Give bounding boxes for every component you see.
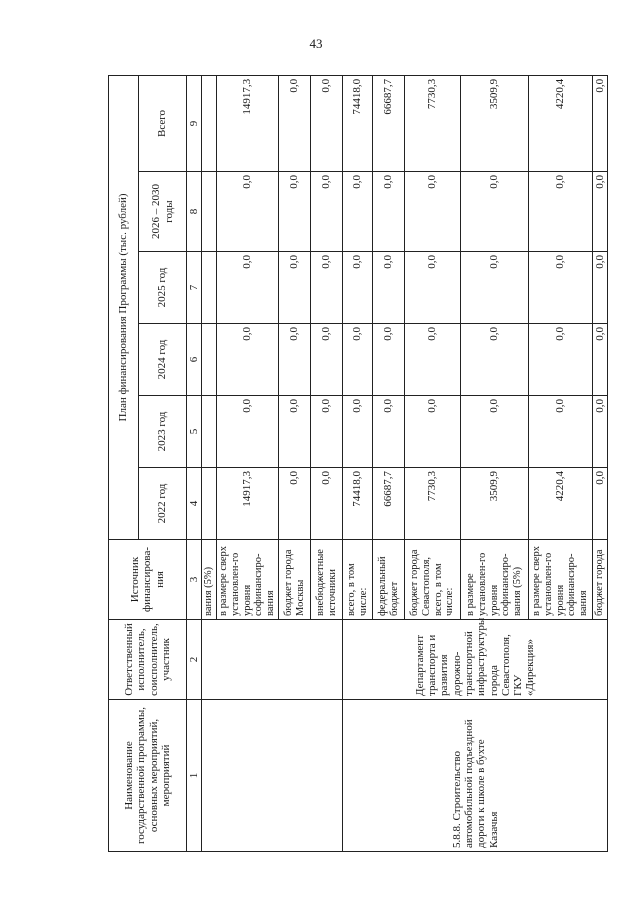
value-cell: 66687,7 <box>373 75 405 171</box>
source-label: бюджет города <box>593 540 608 620</box>
value-cell <box>202 75 217 171</box>
source-label: в размере установлен-го уровня софинансиро-вания (5%) <box>461 540 529 620</box>
value-cell: 0,0 <box>593 468 608 540</box>
value-cell: 0,0 <box>343 252 373 324</box>
value-cell: 0,0 <box>461 252 529 324</box>
value-cell: 0,0 <box>217 252 279 324</box>
value-cell: 0,0 <box>311 396 343 468</box>
activity-name: 5.8.8. Строительство автомобильной подъездной дороги к школе в бухте Казачья <box>343 700 608 852</box>
source-label: в размере сверх установлен-го уровня софинансиро-вания <box>217 540 279 620</box>
table-row <box>202 75 217 851</box>
value-cell: 0,0 <box>461 396 529 468</box>
value-cell: 0,0 <box>405 396 461 468</box>
column-number-3: 3 <box>187 540 202 620</box>
column-number-5: 5 <box>187 396 202 468</box>
value-cell: 0,0 <box>593 252 608 324</box>
value-cell: 0,0 <box>593 75 608 171</box>
page-number: 43 <box>309 36 323 51</box>
value-cell: 0,0 <box>593 396 608 468</box>
value-cell <box>202 324 217 396</box>
value-cell: 0,0 <box>343 396 373 468</box>
value-cell <box>202 252 217 324</box>
value-cell: 0,0 <box>279 252 311 324</box>
column-number-6: 6 <box>187 324 202 396</box>
value-cell: 0,0 <box>593 172 608 252</box>
value-cell: 0,0 <box>405 172 461 252</box>
column-number-9: 9 <box>187 75 202 171</box>
value-cell: 14917,3 <box>217 468 279 540</box>
value-cell: 74418,0 <box>343 75 373 171</box>
column-number-4: 4 <box>187 468 202 540</box>
value-cell: 74418,0 <box>343 468 373 540</box>
header-y2026-2030: 2026 – 2030 годы <box>139 172 187 252</box>
value-cell: 0,0 <box>343 172 373 252</box>
header-y2025: 2025 год <box>139 252 187 324</box>
value-cell: 0,0 <box>373 396 405 468</box>
value-cell: 0,0 <box>405 324 461 396</box>
value-cell: 66687,7 <box>373 468 405 540</box>
table-row <box>343 75 373 851</box>
header-total: Всего <box>139 75 187 171</box>
value-cell: 7730,3 <box>405 468 461 540</box>
header-y2023: 2023 год <box>139 396 187 468</box>
executor-cell-prev <box>202 620 343 700</box>
value-cell: 4220,4 <box>529 75 593 171</box>
value-cell: 0,0 <box>279 468 311 540</box>
activity-name-cell-prev <box>202 700 343 852</box>
value-cell: 0,0 <box>217 324 279 396</box>
value-cell: 0,0 <box>217 172 279 252</box>
financing-table <box>108 75 608 852</box>
value-cell: 0,0 <box>311 75 343 171</box>
value-cell: 0,0 <box>279 75 311 171</box>
value-cell: 14917,3 <box>217 75 279 171</box>
source-label: вания (5%) <box>202 540 217 620</box>
header-y2024: 2024 год <box>139 324 187 396</box>
value-cell: 0,0 <box>279 396 311 468</box>
executor-name: Департамент транспорта и развития дорожно-транспортной инфраструктуры города Севастополя, ГКУ «Дирекция» <box>343 620 608 700</box>
value-cell <box>202 396 217 468</box>
header-program-name: Наименование государственной программы, основных мероприятий, мероприятий <box>109 700 187 852</box>
value-cell: 0,0 <box>217 396 279 468</box>
value-cell: 0,0 <box>311 172 343 252</box>
value-cell: 0,0 <box>311 252 343 324</box>
value-cell: 7730,3 <box>405 75 461 171</box>
source-label: в размере сверх установлен-го уровня софинансиро-вания <box>529 540 593 620</box>
column-number-1: 1 <box>187 700 202 852</box>
value-cell: 0,0 <box>529 172 593 252</box>
value-cell: 0,0 <box>373 324 405 396</box>
value-cell: 0,0 <box>529 252 593 324</box>
source-label: бюджет города Москвы <box>279 540 311 620</box>
value-cell: 0,0 <box>529 396 593 468</box>
column-number-2: 2 <box>187 620 202 700</box>
value-cell: 3509,9 <box>461 75 529 171</box>
value-cell: 0,0 <box>405 252 461 324</box>
header-y2022: 2022 год <box>139 468 187 540</box>
source-label: бюджет города Севастополя, всего, в том числе: <box>405 540 461 620</box>
value-cell: 0,0 <box>461 324 529 396</box>
value-cell: 0,0 <box>373 172 405 252</box>
header-source: Источник финансирова-ния <box>109 540 187 620</box>
value-cell: 0,0 <box>593 324 608 396</box>
source-label: всего, в том числе: <box>343 540 373 620</box>
value-cell: 0,0 <box>311 468 343 540</box>
value-cell: 0,0 <box>343 324 373 396</box>
source-label: федеральный бюджет <box>373 540 405 620</box>
column-number-7: 7 <box>187 252 202 324</box>
header-plan: План финансирования Программы (тыс. рублей) <box>109 75 139 539</box>
column-number-8: 8 <box>187 172 202 252</box>
financing-table-wrap <box>108 76 607 852</box>
value-cell <box>202 172 217 252</box>
value-cell <box>202 468 217 540</box>
value-cell: 0,0 <box>461 172 529 252</box>
header-executor: Ответственный исполнитель, соисполнитель, участник <box>109 620 187 700</box>
value-cell: 0,0 <box>279 324 311 396</box>
value-cell: 3509,9 <box>461 468 529 540</box>
value-cell: 4220,4 <box>529 468 593 540</box>
source-label: внебюджетные источники <box>311 540 343 620</box>
value-cell: 0,0 <box>279 172 311 252</box>
value-cell: 0,0 <box>529 324 593 396</box>
value-cell: 0,0 <box>311 324 343 396</box>
value-cell: 0,0 <box>373 252 405 324</box>
